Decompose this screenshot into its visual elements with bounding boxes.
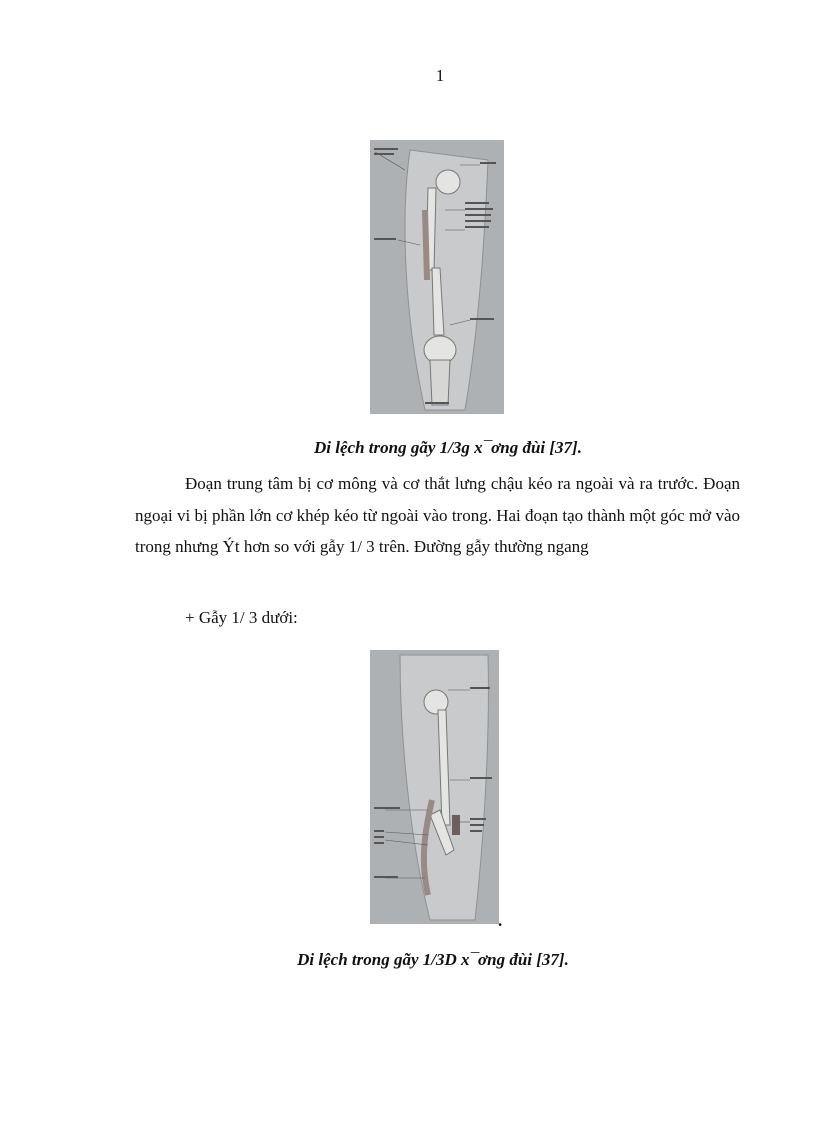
femur-middle-third-fracture-image [370, 140, 504, 414]
figure1-caption: Di lệch trong gãy 1/3g x¯ơng đùi [37]. [314, 438, 582, 457]
figure2-caption: Di lệch trong gãy 1/3D x¯ơng đùi [37]. [297, 950, 569, 969]
section-subheading: + Gẫy 1/ 3 dưới: [185, 608, 298, 627]
trailing-period: . [498, 911, 503, 930]
page-number: 1 [435, 66, 445, 85]
body-paragraph: Đoạn trung tâm bị cơ mông và cơ thắt lưng chậu kéo ra ngoài và ra trước. Đoạn ngoại vi bị phần lớn cơ khép kéo từ ngoài vào trong. Hai đoạn tạo thành một góc mở vào trong nhưng Ýt hơn so với gẫy 1/ 3 trên. Đường gẫy thường ngang [135, 474, 740, 556]
femur-lower-third-fracture-image [370, 650, 499, 924]
